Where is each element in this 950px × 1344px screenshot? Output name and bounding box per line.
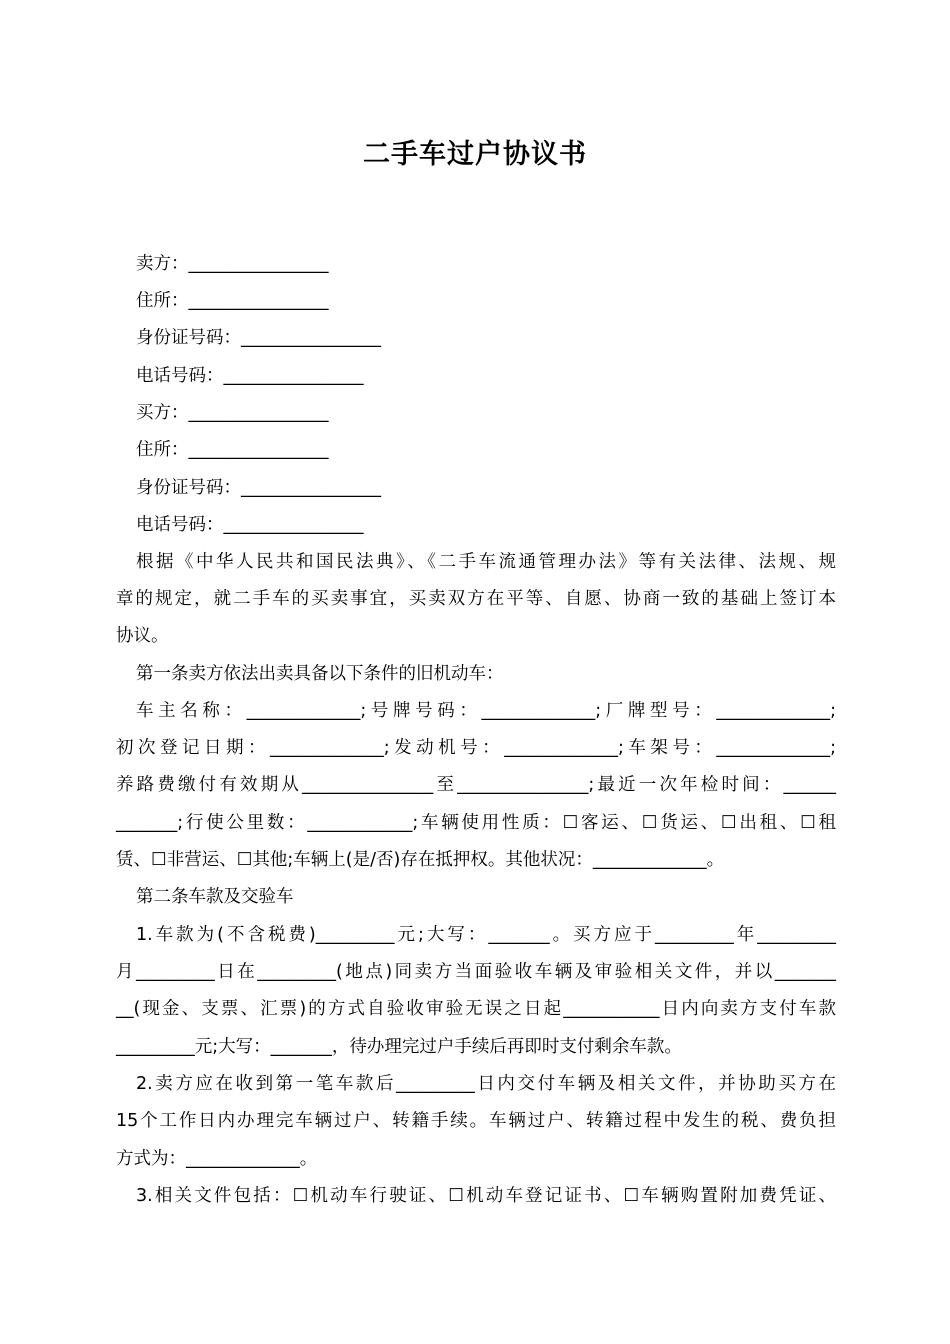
buyer-name-line: 买方：________________ — [136, 403, 329, 423]
seller-id-line: 身份证号码：________________ — [136, 328, 381, 348]
document-title: 二手车过户协议书 — [363, 139, 587, 170]
article1-line: 赁、☐非营运、☐其他;车辆上(是/否)存在抵押权。其他状况：_____________。 — [116, 850, 725, 870]
article1-heading: 第一条卖方依法出卖具备以下条件的旧机动车： — [136, 664, 504, 684]
article1-line: 车主名称：_____________;号牌号码：_____________;厂牌型号：_____________; — [136, 701, 836, 721]
article2-item1-line: __(现金、支票、汇票)的方式自验收审验无误之日起___________日内向卖方支付车款 — [116, 999, 836, 1019]
seller-phone-line: 电话号码：________________ — [136, 366, 364, 386]
article2-item2-line: 方式为：_____________。 — [116, 1149, 318, 1169]
article2-item2-line: 15个工作日内办理完车辆过户、转籍手续。车辆过户、转籍过程中发生的税、费负担 — [116, 1111, 836, 1131]
buyer-phone-line: 电话号码：________________ — [136, 515, 364, 535]
article2-item2-line: 2.卖方应在收到第一笔车款后_________日内交付车辆及相关文件，并协助买方在 — [136, 1074, 836, 1094]
seller-name-line: 卖方：________________ — [136, 254, 329, 274]
buyer-id-line: 身份证号码：________________ — [136, 478, 381, 498]
preamble-line: 章的规定，就二手车的买卖事宜，买卖双方在平等、自愿、协商一致的基础上签订本 — [116, 589, 836, 609]
article1-line: 初次登记日期：_____________;发动机号：_____________;车架号：_____________; — [116, 738, 836, 758]
article1-line: _______;行使公里数：____________;车辆使用性质：☐客运、☐货运、☐出租、☐租 — [116, 813, 836, 833]
buyer-address-line: 住所：________________ — [136, 440, 329, 460]
preamble-line: 根据《中华人民共和国民法典》、《二手车流通管理办法》等有关法律、法规、规 — [136, 552, 836, 572]
article2-item1-line: 1.车款为(不含税费)_________元;大写：_______。买方应于_________年_________ — [136, 925, 836, 945]
article1-line: 养路费缴付有效期从_______________至_______________;最近一次年检时间：______ — [116, 775, 836, 795]
preamble-line: 协议。 — [116, 626, 169, 646]
article2-item3-line: 3.相关文件包括：☐机动车行驶证、☐机动车登记证书、☐车辆购置附加费凭证、 — [136, 1186, 836, 1206]
article2-item1-line: _________元;大写：_______，待办理完过户手续后再即时支付剩余车款。 — [116, 1037, 682, 1057]
article2-item1-line: 月_________日在_________(地点)同卖方当面验收车辆及审验相关文件，并以_______ — [116, 962, 836, 982]
seller-address-line: 住所：________________ — [136, 291, 329, 311]
article2-heading: 第二条车款及交验车 — [136, 887, 294, 907]
